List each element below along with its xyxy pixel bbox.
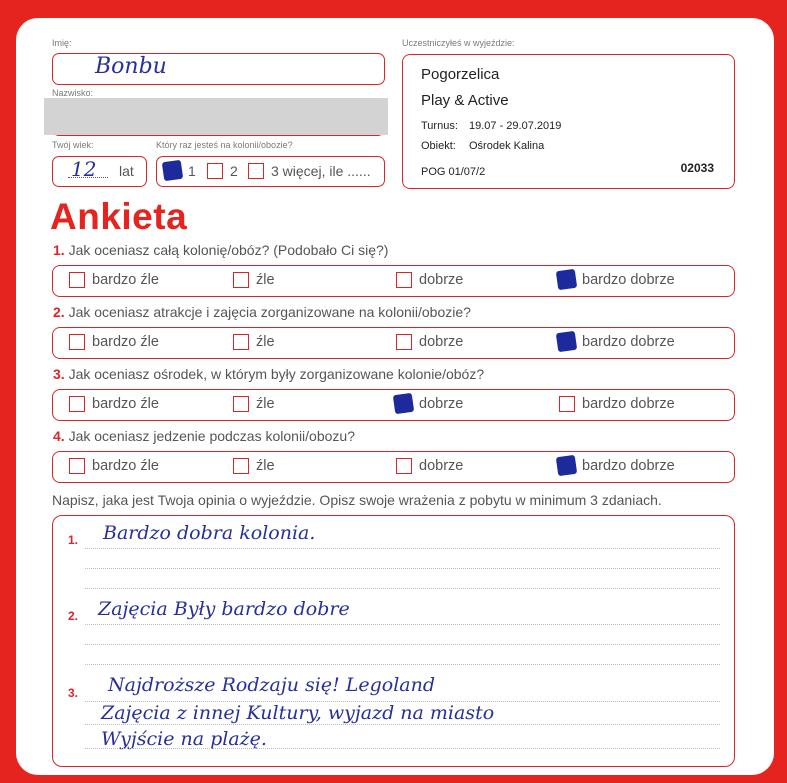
checkbox-icon[interactable]: [233, 334, 249, 350]
age-field[interactable]: [52, 156, 147, 187]
age-label: Twój wiek:: [52, 140, 94, 150]
question-3: 3. Jak oceniasz ośrodek, w którym były zorganizowane kolonie/obóz?: [53, 366, 485, 382]
surname-label: Nazwisko:: [52, 88, 94, 98]
checkbox-checked-icon[interactable]: [559, 272, 575, 288]
dotted-line: [85, 644, 720, 645]
q1-option-very-bad[interactable]: bardzo źle: [69, 272, 159, 288]
obiekt-name: Ośrodek Kalina: [469, 140, 545, 152]
opinion-line-3-text-3: Wyjście na plażę.: [101, 728, 267, 750]
q2-option-bad[interactable]: źle: [233, 334, 275, 350]
dotted-line: [85, 664, 720, 665]
opinion-line-3-text-2: Zajęcia z innej Kultury, wyjazd na miasto: [101, 702, 495, 724]
which-time-field: [156, 156, 385, 187]
checkbox-icon[interactable]: [69, 334, 85, 350]
checkbox-checked-icon[interactable]: [396, 396, 412, 412]
question-2: 2. Jak oceniasz atrakcje i zajęcia zorganizowane na kolonii/obozie?: [53, 304, 471, 320]
q2-option-good[interactable]: dobrze: [396, 334, 463, 350]
name-value: Bonbu: [95, 54, 167, 79]
checkbox-icon[interactable]: [207, 163, 223, 179]
q3-option-very-good[interactable]: bardzo dobrze: [559, 396, 675, 412]
redaction-box: [44, 98, 388, 135]
question-4: 4. Jak oceniasz jedzenie podczas kolonii/obozu?: [53, 428, 355, 444]
trip-program: Play & Active: [421, 92, 509, 109]
question-1-options: [52, 265, 735, 297]
opinion-line-1-text: Bardzo dobra kolonia.: [103, 522, 316, 544]
which-time-option-1[interactable]: 1: [165, 163, 196, 179]
q1-option-good[interactable]: dobrze: [396, 272, 463, 288]
trip-place: Pogorzelica: [421, 66, 500, 83]
checkbox-icon[interactable]: [559, 396, 575, 412]
checkbox-icon[interactable]: [233, 396, 249, 412]
opinion-line-2-text: Zajęcia Były bardzo dobre: [98, 598, 350, 620]
q3-option-bad[interactable]: źle: [233, 396, 275, 412]
participant-label: Uczestniczyłeś w wyjeździe:: [402, 38, 515, 48]
checkbox-icon[interactable]: [396, 458, 412, 474]
name-label: Imię:: [52, 38, 72, 48]
trip-info-box: [402, 54, 735, 189]
turnus-dates: 19.07 - 29.07.2019: [469, 120, 562, 132]
checkbox-icon[interactable]: [396, 272, 412, 288]
q4-option-very-good[interactable]: bardzo dobrze: [559, 458, 675, 474]
checkbox-icon[interactable]: [69, 396, 85, 412]
question-4-options: [52, 451, 735, 483]
dotted-line: [85, 588, 720, 589]
q4-option-very-bad[interactable]: bardzo źle: [69, 458, 159, 474]
q1-option-very-good[interactable]: bardzo dobrze: [559, 272, 675, 288]
question-3-options: [52, 389, 735, 421]
turnus-label: Turnus:: [421, 120, 458, 132]
dotted-line: [85, 724, 720, 725]
which-time-option-2[interactable]: 2: [207, 163, 238, 179]
checkbox-icon[interactable]: [248, 163, 264, 179]
dotted-line: [85, 548, 720, 549]
dotted-line: [85, 568, 720, 569]
question-2-options: [52, 327, 735, 359]
opinion-line-3-num: 3.: [68, 686, 79, 700]
q2-option-very-bad[interactable]: bardzo źle: [69, 334, 159, 350]
checkbox-icon[interactable]: [69, 458, 85, 474]
q1-option-bad[interactable]: źle: [233, 272, 275, 288]
checkbox-checked-icon[interactable]: [559, 334, 575, 350]
opinion-line-1-num: 1.: [68, 533, 79, 547]
q3-option-very-bad[interactable]: bardzo źle: [69, 396, 159, 412]
pog-code: POG 01/07/2: [421, 166, 486, 178]
q3-option-good[interactable]: dobrze: [396, 396, 463, 412]
age-suffix: lat: [119, 163, 134, 179]
checkbox-icon[interactable]: [233, 458, 249, 474]
form-number: 02033: [680, 161, 714, 175]
checkbox-checked-icon[interactable]: [165, 163, 181, 179]
checkbox-checked-icon[interactable]: [559, 458, 575, 474]
name-field[interactable]: [52, 53, 385, 85]
dotted-line: [85, 624, 720, 625]
age-value: 12: [71, 157, 97, 181]
age-dotline: [68, 177, 108, 178]
opinion-line-2-num: 2.: [68, 609, 79, 623]
checkbox-icon[interactable]: [233, 272, 249, 288]
obiekt-label: Obiekt:: [421, 140, 456, 152]
survey-title: Ankieta: [50, 196, 188, 237]
which-time-label: Który raz jesteś na kolonii/obozie?: [156, 140, 293, 150]
q4-option-bad[interactable]: źle: [233, 458, 275, 474]
opinion-prompt: Napisz, jaka jest Twoja opinia o wyjeździe. Opisz swoje wrażenia z pobytu w minimum 3 zdaniach.: [52, 492, 662, 508]
dotted-line: [85, 748, 720, 749]
checkbox-icon[interactable]: [396, 334, 412, 350]
opinion-box[interactable]: [52, 515, 735, 767]
which-time-option-3[interactable]: 3 więcej, ile ......: [248, 163, 371, 179]
question-1: 1. Jak oceniasz całą kolonię/obóz? (Podobało Ci się?): [53, 242, 389, 258]
q4-option-good[interactable]: dobrze: [396, 458, 463, 474]
q2-option-very-good[interactable]: bardzo dobrze: [559, 334, 675, 350]
checkbox-icon[interactable]: [69, 272, 85, 288]
opinion-line-3-text: Najdroższe Rodzaju się! Legoland: [108, 674, 436, 696]
